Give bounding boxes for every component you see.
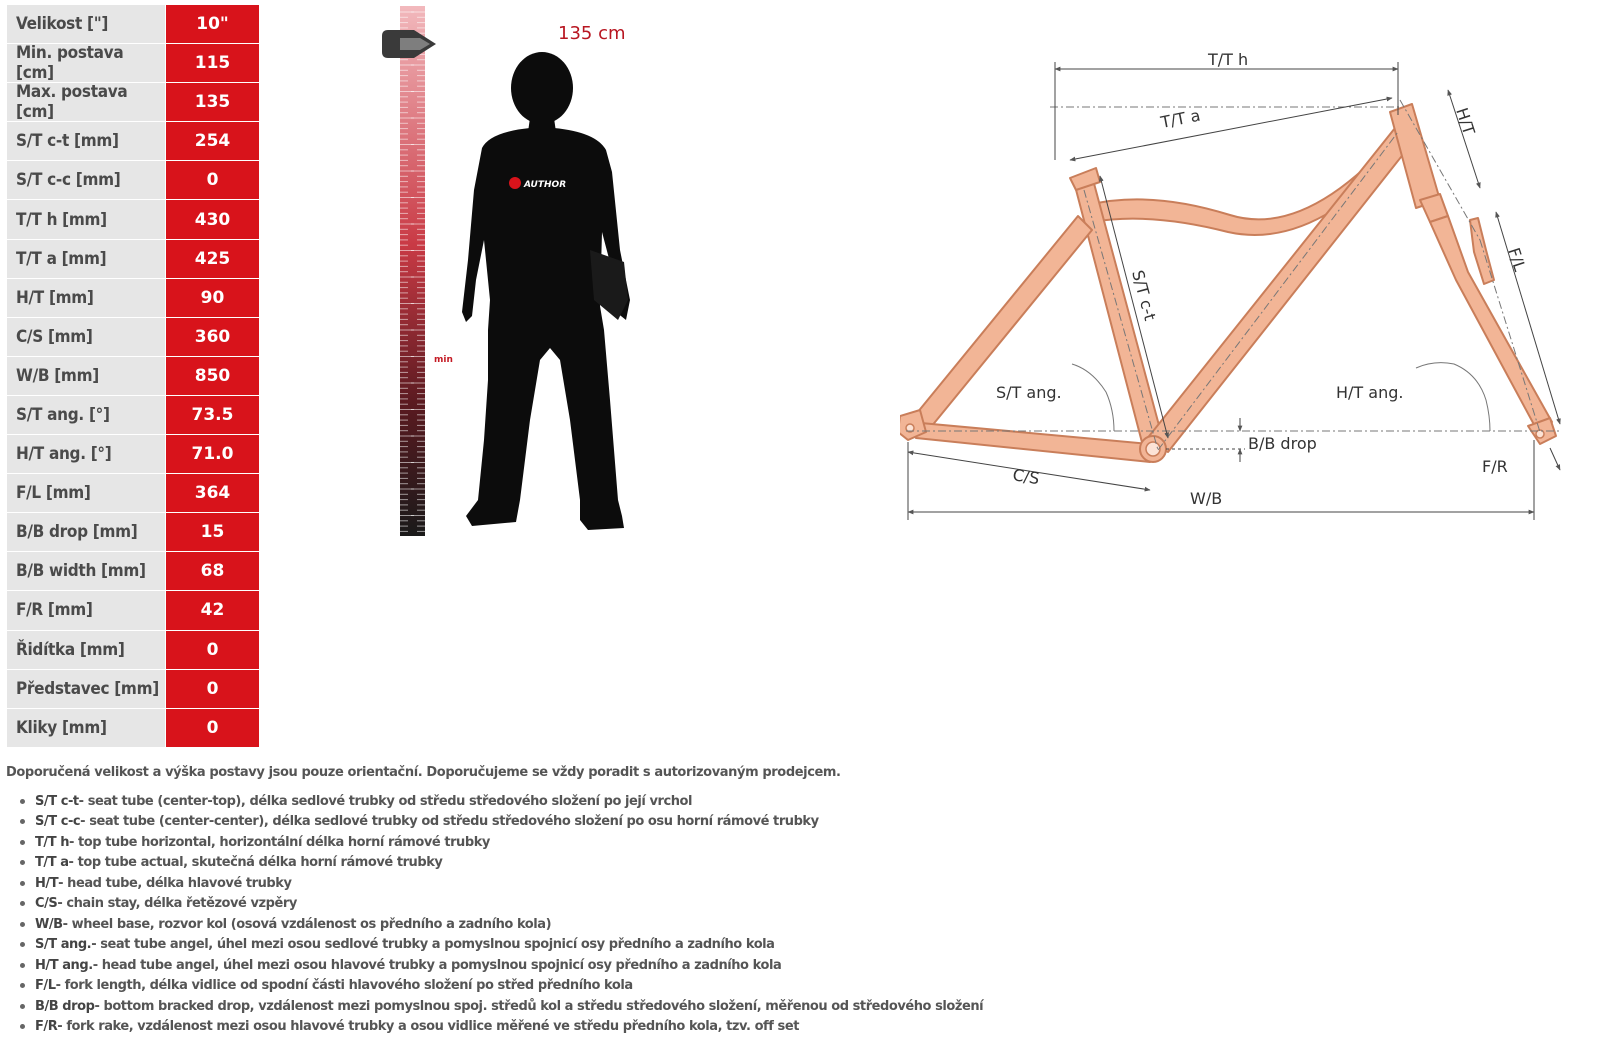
- legend-item: [20, 996, 983, 1017]
- spec-row: [7, 44, 259, 83]
- spec-label: Max. postava [cm]: [7, 83, 166, 121]
- spec-label: Řidítka [mm]: [7, 631, 166, 669]
- spec-label: H/T ang. [°]: [7, 435, 166, 473]
- spec-row: [7, 396, 259, 435]
- min-label: min: [434, 355, 453, 365]
- legend-item: [20, 914, 983, 935]
- height-ruler: [400, 6, 425, 536]
- label-fl: F/L: [1504, 245, 1530, 274]
- legend-description: - seat tube angel, úhel mezi osou sedlové trubky a pomyslnou spojnicí osy předního a zadního kola: [91, 937, 775, 953]
- bike-frame: [900, 104, 1556, 462]
- legend-description: - wheel base, rozvor kol (osová vzdálenost os předního a zadního kola): [62, 916, 552, 932]
- spec-label: C/S [mm]: [7, 318, 166, 356]
- spec-value: 0: [166, 709, 259, 747]
- spec-row: [7, 200, 259, 239]
- legend-description: - seat tube (center-center), délka sedlové trubky od středu středového složení po osu horní rámové trubky: [80, 814, 819, 830]
- legend-description: - chain stay, délka řetězové vzpěry: [57, 896, 297, 912]
- bullet-icon: [20, 819, 25, 824]
- spec-row: [7, 631, 259, 670]
- legend-description: - seat tube (center-top), délka sedlové trubky od středu středového složení po její vrchol: [78, 793, 693, 809]
- spec-label: Min. postava [cm]: [7, 44, 166, 82]
- legend-item: [20, 853, 983, 874]
- legend-description: - fork rake, vzdálenost mezi osou hlavové trubky a osou vidlice měřené ve středu předního kola, tzv. off set: [57, 1019, 799, 1035]
- bullet-icon: [20, 840, 25, 845]
- size-recommendation-note: Doporučená velikost a výška postavy jsou pouze orientační. Doporučujeme se vždy poradit s autorizovaným prodejcem.: [6, 765, 841, 780]
- spec-row: [7, 357, 259, 396]
- legend-description: - bottom bracked drop, vzdálenost mezi pomyslnou spoj. středů kol a středu středového složení, měřenou od středového složení: [94, 998, 984, 1014]
- legend-term: H/T: [35, 875, 59, 891]
- spec-row: [7, 513, 259, 552]
- legend-item: [20, 976, 983, 997]
- geometry-table: [7, 5, 259, 748]
- height-label: 135 cm: [558, 23, 626, 44]
- legend-item: [20, 873, 983, 894]
- spec-row: [7, 591, 259, 630]
- spec-label: B/B drop [mm]: [7, 513, 166, 551]
- spec-value: 71.0: [166, 435, 259, 473]
- spec-value: 0: [166, 631, 259, 669]
- legend-term: F/R: [35, 1019, 58, 1035]
- label-ht-ang: H/T ang.: [1336, 383, 1404, 402]
- spec-label: T/T h [mm]: [7, 200, 166, 238]
- spec-label: H/T [mm]: [7, 279, 166, 317]
- legend-term: T/T a: [35, 855, 69, 871]
- spec-label: B/B width [mm]: [7, 552, 166, 590]
- frame-geometry-diagram: [900, 40, 1580, 540]
- spec-value: 360: [166, 318, 259, 356]
- spec-value: 42: [166, 591, 259, 629]
- spec-value: 850: [166, 357, 259, 395]
- spec-row: [7, 122, 259, 161]
- spec-label: S/T ang. [°]: [7, 396, 166, 434]
- spec-label: W/B [mm]: [7, 357, 166, 395]
- legend-description: - head tube angel, úhel mezi osou hlavové trubky a pomyslnou spojnicí osy předního a zadního kola: [92, 957, 782, 973]
- bullet-icon: [20, 1004, 25, 1009]
- svg-text:AUTHOR: AUTHOR: [524, 180, 567, 190]
- legend-item: [20, 812, 983, 833]
- spec-label: T/T a [mm]: [7, 240, 166, 278]
- bullet-icon: [20, 963, 25, 968]
- bullet-icon: [20, 983, 25, 988]
- spec-value: 135: [166, 83, 259, 121]
- spec-value: 0: [166, 161, 259, 199]
- legend-term: S/T ang.: [35, 937, 92, 953]
- legend-term: T/T h: [35, 834, 70, 850]
- spec-row: [7, 240, 259, 279]
- spec-row: [7, 709, 259, 748]
- legend-item: [20, 1017, 983, 1038]
- legend-description: - fork length, délka vidlice od spodní části hlavového složení po střed předního kola: [55, 978, 633, 994]
- spec-row: [7, 474, 259, 513]
- legend-term: S/T c-t: [35, 793, 79, 809]
- label-bb-drop: B/B drop: [1248, 434, 1317, 453]
- label-st-ct: S/T c-t: [1128, 268, 1160, 323]
- label-tt-h: T/T h: [1208, 50, 1249, 69]
- legend-term: H/T ang.: [35, 957, 93, 973]
- legend-description: - top tube actual, skutečná délka horní rámové trubky: [68, 855, 443, 871]
- spec-label: S/T c-c [mm]: [7, 161, 166, 199]
- spec-row: [7, 83, 259, 122]
- label-wb: W/B: [1190, 489, 1223, 508]
- legend-item: [20, 791, 983, 812]
- spec-value: 254: [166, 122, 259, 160]
- spec-value: 15: [166, 513, 259, 551]
- spec-value: 115: [166, 44, 259, 82]
- legend-item: [20, 955, 983, 976]
- spec-value: 90: [166, 279, 259, 317]
- spec-row: [7, 318, 259, 357]
- spec-label: Velikost ["]: [7, 5, 166, 43]
- spec-value: 364: [166, 474, 259, 512]
- legend-item: [20, 832, 983, 853]
- bullet-icon: [20, 881, 25, 886]
- spec-label: F/R [mm]: [7, 591, 166, 629]
- bullet-icon: [20, 799, 25, 804]
- label-st-ang: S/T ang.: [996, 383, 1062, 402]
- spec-value: 0: [166, 670, 259, 708]
- label-cs: C/S: [1011, 465, 1041, 489]
- label-fr: F/R: [1482, 457, 1508, 476]
- spec-row: [7, 670, 259, 709]
- bullet-icon: [20, 1024, 25, 1029]
- rider-height-figure: [380, 0, 680, 560]
- legend-term: C/S: [35, 896, 58, 912]
- legend-term: F/L: [35, 978, 56, 994]
- legend-item: [20, 935, 983, 956]
- legend-item: [20, 894, 983, 915]
- spec-value: 73.5: [166, 396, 259, 434]
- spec-label: F/L [mm]: [7, 474, 166, 512]
- bullet-icon: [20, 901, 25, 906]
- legend-term: B/B drop: [35, 998, 95, 1014]
- legend-description: - top tube horizontal, horizontální délka horní rámové trubky: [69, 834, 490, 850]
- bullet-icon: [20, 922, 25, 927]
- spec-value: 430: [166, 200, 259, 238]
- spec-value: 10": [166, 5, 259, 43]
- spec-row: [7, 5, 259, 44]
- spec-value: 425: [166, 240, 259, 278]
- bullet-icon: [20, 942, 25, 947]
- spec-row: [7, 435, 259, 474]
- spec-value: 68: [166, 552, 259, 590]
- spec-row: [7, 552, 259, 591]
- spec-label: S/T c-t [mm]: [7, 122, 166, 160]
- legend-term: W/B: [35, 916, 63, 932]
- spec-row: [7, 161, 259, 200]
- spec-row: [7, 279, 259, 318]
- legend-term: S/T c-c: [35, 814, 81, 830]
- abbreviation-legend: [20, 791, 983, 1037]
- spec-label: Představec [mm]: [7, 670, 166, 708]
- legend-description: - head tube, délka hlavové trubky: [58, 875, 292, 891]
- rider-silhouette: [462, 52, 630, 530]
- label-ht: H/T: [1452, 105, 1479, 138]
- label-tt-a: T/T a: [1159, 105, 1202, 132]
- spec-label: Kliky [mm]: [7, 709, 166, 747]
- bullet-icon: [20, 860, 25, 865]
